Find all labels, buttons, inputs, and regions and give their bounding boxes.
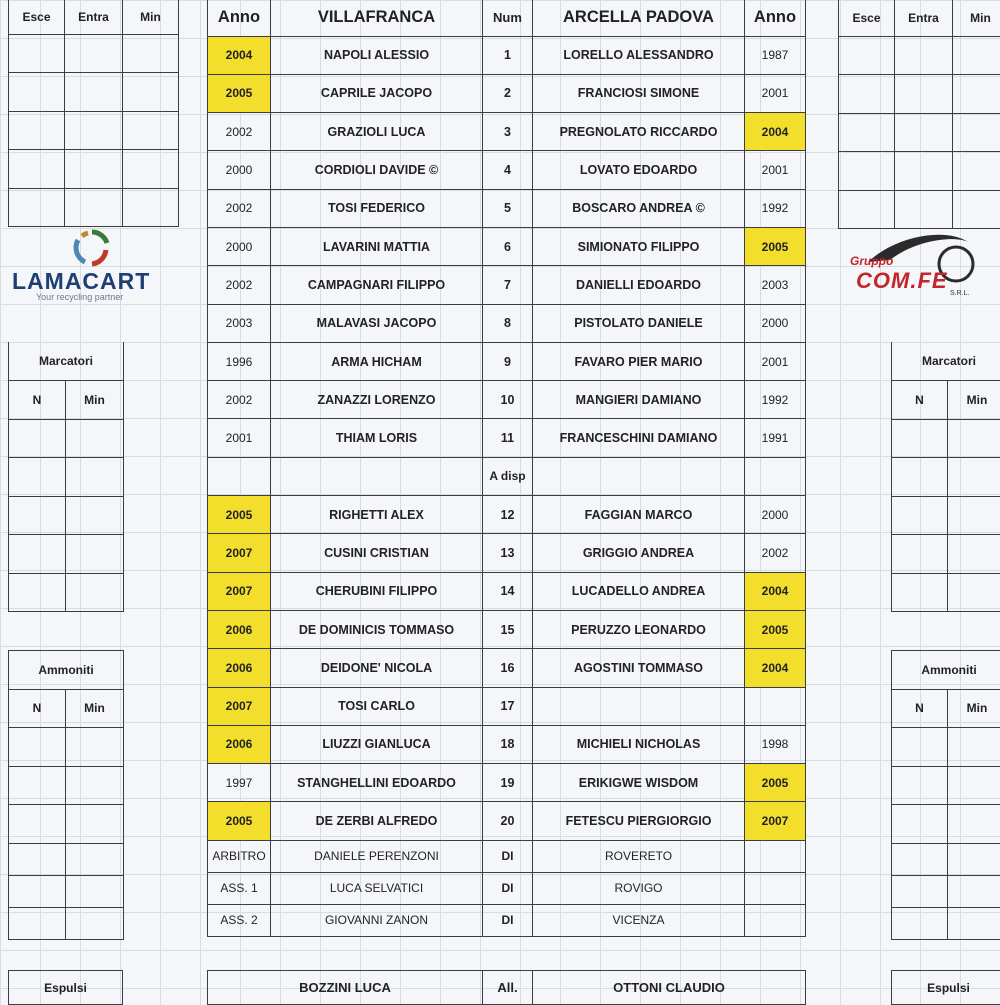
home-player: CAMPAGNARI FILIPPO [271,266,483,304]
home-player: CAPRILE JACOPO [271,74,483,112]
away-player: PERUZZO LEONARDO [533,610,745,648]
table-row [839,152,1000,191]
table-row [208,151,806,189]
table-row [208,74,806,112]
lamacart-logo [8,228,178,306]
comfe-group-label: Gruppo [850,254,893,268]
table-row [9,907,124,939]
shirt-number: 14 [483,572,533,610]
esce-header: Esce [9,0,65,34]
home-year: 2002 [208,266,271,304]
away-player: ERIKIGWE WISDOM [533,764,745,802]
away-year: 2000 [745,304,806,342]
shirt-number: 9 [483,342,533,380]
shirt-number: 12 [483,496,533,534]
away-year: 2004 [745,113,806,151]
table-row [208,534,806,572]
table-row [208,189,806,227]
table-row [9,34,179,73]
right-bookings-table [891,650,1000,940]
away-player: GRIGGIO ANDREA [533,534,745,572]
official-role: ASS. 2 [208,904,271,936]
coach-home: BOZZINI LUCA [208,971,483,1005]
away-year: 1992 [745,381,806,419]
shirt-number: 19 [483,764,533,802]
official-di: DI [483,840,533,872]
table-row [892,875,1000,907]
home-year: 2006 [208,610,271,648]
lamacart-name: LAMACART [12,268,150,295]
min-header: Min [948,689,1000,728]
n-header: N [9,689,66,728]
table-row [208,381,806,419]
table-row [208,496,806,534]
table-row [892,535,1000,574]
home-player: TOSI FEDERICO [271,189,483,227]
official-di: DI [483,904,533,936]
away-year: 1991 [745,419,806,457]
table-row [9,573,124,612]
away-player [533,687,745,725]
empty-cell [745,457,806,495]
table-row [208,725,806,763]
home-player: DE DOMINICIS TOMMASO [271,610,483,648]
official-city: VICENZA [533,904,745,936]
sendoffs-title: Espulsi [9,971,123,1005]
away-year: 2000 [745,496,806,534]
away-player: FAVARO PIER MARIO [533,342,745,380]
away-year: 2001 [745,74,806,112]
table-row [9,188,179,227]
official-name: GIOVANNI ZANON [271,904,483,936]
bench-label: A disp [483,457,533,495]
official-name: LUCA SELVATICI [271,872,483,904]
home-year: 2007 [208,572,271,610]
table-row [9,843,124,875]
coach-label: All. [483,971,533,1005]
entra-header: Entra [65,0,123,34]
table-row [208,764,806,802]
home-player: LIUZZI GIANLUCA [271,725,483,763]
shirt-number: 15 [483,610,533,648]
table-row [208,687,806,725]
table-row [9,728,124,767]
table-row [208,266,806,304]
table-row [892,419,1000,458]
table-row [208,802,806,840]
away-year: 2004 [745,572,806,610]
shirt-number: 2 [483,74,533,112]
right-substitutions-table [838,0,1000,229]
home-year: 2004 [208,36,271,74]
official-row [208,840,806,872]
official-name: DANIELE PERENZONI [271,840,483,872]
table-row [208,342,806,380]
min-header: Min [953,0,1000,36]
home-year: 2000 [208,151,271,189]
table-row [208,227,806,265]
home-player: ZANAZZI LORENZO [271,381,483,419]
bench-divider-row [208,457,806,495]
home-year: 2002 [208,381,271,419]
roster-body [208,36,806,936]
home-year: 2001 [208,419,271,457]
recycle-icon [72,228,112,268]
empty-cell [745,840,806,872]
home-year: 2007 [208,534,271,572]
home-year: 2000 [208,227,271,265]
home-year: 2006 [208,649,271,687]
header-num: Num [483,0,533,36]
table-row [892,907,1000,939]
bookings-title: Ammoniti [9,651,124,690]
bookings-title: Ammoniti [892,651,1000,690]
home-year: 1996 [208,342,271,380]
away-player: BOSCARO ANDREA © [533,189,745,227]
home-year: 2006 [208,725,271,763]
comfe-logo [838,228,988,306]
official-di: DI [483,872,533,904]
away-player: MICHIELI NICHOLAS [533,725,745,763]
right-scorers-table [891,342,1000,612]
home-player: GRAZIOLI LUCA [271,113,483,151]
shirt-number: 20 [483,802,533,840]
shirt-number: 11 [483,419,533,457]
home-player: MALAVASI JACOPO [271,304,483,342]
table-row [9,496,124,535]
shirt-number: 1 [483,36,533,74]
shirt-number: 10 [483,381,533,419]
official-row [208,904,806,936]
roster-table [207,0,806,937]
official-role: ARBITRO [208,840,271,872]
away-player: FAGGIAN MARCO [533,496,745,534]
away-year: 2005 [745,610,806,648]
away-year: 2004 [745,649,806,687]
away-player: FETESCU PIERGIORGIO [533,802,745,840]
table-row [9,766,124,805]
table-row [892,766,1000,805]
n-header: N [892,381,948,420]
home-player: NAPOLI ALESSIO [271,36,483,74]
away-player: PREGNOLATO RICCARDO [533,113,745,151]
table-row [9,73,179,112]
home-player: LAVARINI MATTIA [271,227,483,265]
scorers-title: Marcatori [892,342,1000,381]
min-header: Min [66,381,124,420]
table-row [208,610,806,648]
empty-cell [745,872,806,904]
empty-cell [271,457,483,495]
table-row [208,419,806,457]
table-row [839,113,1000,152]
header-team-away: ARCELLA PADOVA [533,0,745,36]
shirt-number: 3 [483,113,533,151]
min-header: Min [123,0,179,34]
away-player: FRANCIOSI SIMONE [533,74,745,112]
shirt-number: 16 [483,649,533,687]
shirt-number: 17 [483,687,533,725]
home-player: CHERUBINI FILIPPO [271,572,483,610]
n-header: N [892,689,948,728]
home-player: DEIDONE' NICOLA [271,649,483,687]
home-player: ARMA HICHAM [271,342,483,380]
scorers-title: Marcatori [9,342,124,381]
away-year: 2001 [745,151,806,189]
away-player: FRANCESCHINI DAMIANO [533,419,745,457]
home-year: 2005 [208,802,271,840]
home-player: CORDIOLI DAVIDE © [271,151,483,189]
table-row [208,113,806,151]
table-row [839,75,1000,114]
away-player: MANGIERI DAMIANO [533,381,745,419]
empty-cell [745,904,806,936]
table-row [9,458,124,497]
official-city: ROVERETO [533,840,745,872]
table-row [839,36,1000,75]
home-player: STANGHELLINI EDOARDO [271,764,483,802]
official-role: ASS. 1 [208,872,271,904]
table-row [208,649,806,687]
away-player: DANIELLI EDOARDO [533,266,745,304]
home-player: DE ZERBI ALFREDO [271,802,483,840]
away-year: 1998 [745,725,806,763]
table-row [892,728,1000,767]
table-row [892,573,1000,612]
table-row [208,572,806,610]
table-row [9,805,124,844]
entra-header: Entra [895,0,953,36]
home-year: 2003 [208,304,271,342]
away-year: 1987 [745,36,806,74]
away-year: 2003 [745,266,806,304]
comfe-suffix: S.R.L. [950,290,969,297]
min-header: Min [948,381,1000,420]
home-player: TOSI CARLO [271,687,483,725]
away-player: AGOSTINI TOMMASO [533,649,745,687]
home-year: 2002 [208,189,271,227]
away-player: LORELLO ALESSANDRO [533,36,745,74]
home-year: 2005 [208,74,271,112]
table-row [892,805,1000,844]
away-year [745,687,806,725]
home-player: THIAM LORIS [271,419,483,457]
away-year: 2005 [745,227,806,265]
table-row [208,36,806,74]
away-year: 2002 [745,534,806,572]
table-row [9,535,124,574]
home-player: RIGHETTI ALEX [271,496,483,534]
shirt-number: 5 [483,189,533,227]
left-scorers-table [8,342,124,612]
away-year: 2001 [745,342,806,380]
table-row [9,875,124,907]
official-city: ROVIGO [533,872,745,904]
table-row [892,496,1000,535]
table-row [9,150,179,189]
table-row [9,419,124,458]
away-year: 1992 [745,189,806,227]
home-player: CUSINI CRISTIAN [271,534,483,572]
official-row [208,872,806,904]
min-header: Min [66,689,124,728]
home-year: 1997 [208,764,271,802]
table-row [892,458,1000,497]
lamacart-tagline: Your recycling partner [36,292,123,302]
away-year: 2007 [745,802,806,840]
shirt-number: 7 [483,266,533,304]
home-year: 2007 [208,687,271,725]
coach-away: OTTONI CLAUDIO [533,971,806,1005]
table-row [892,843,1000,875]
header-team-home: VILLAFRANCA [271,0,483,36]
shirt-number: 4 [483,151,533,189]
away-player: LUCADELLO ANDREA [533,572,745,610]
header-anno-home: Anno [208,0,271,36]
left-bookings-table [8,650,124,940]
comfe-name: COM.FE [856,268,948,294]
header-anno-away: Anno [745,0,806,36]
away-player: LOVATO EDOARDO [533,151,745,189]
table-row [9,111,179,150]
home-year: 2005 [208,496,271,534]
table-row [208,304,806,342]
home-year: 2002 [208,113,271,151]
away-player: SIMIONATO FILIPPO [533,227,745,265]
n-header: N [9,381,66,420]
away-year: 2005 [745,764,806,802]
shirt-number: 6 [483,227,533,265]
sendoffs-title: Espulsi [892,971,1000,1005]
left-substitutions-table [8,0,179,227]
table-row [839,190,1000,229]
empty-cell [533,457,745,495]
esce-header: Esce [839,0,895,36]
shirt-number: 8 [483,304,533,342]
empty-cell [208,457,271,495]
away-player: PISTOLATO DANIELE [533,304,745,342]
shirt-number: 18 [483,725,533,763]
roster-header [208,0,806,36]
shirt-number: 13 [483,534,533,572]
